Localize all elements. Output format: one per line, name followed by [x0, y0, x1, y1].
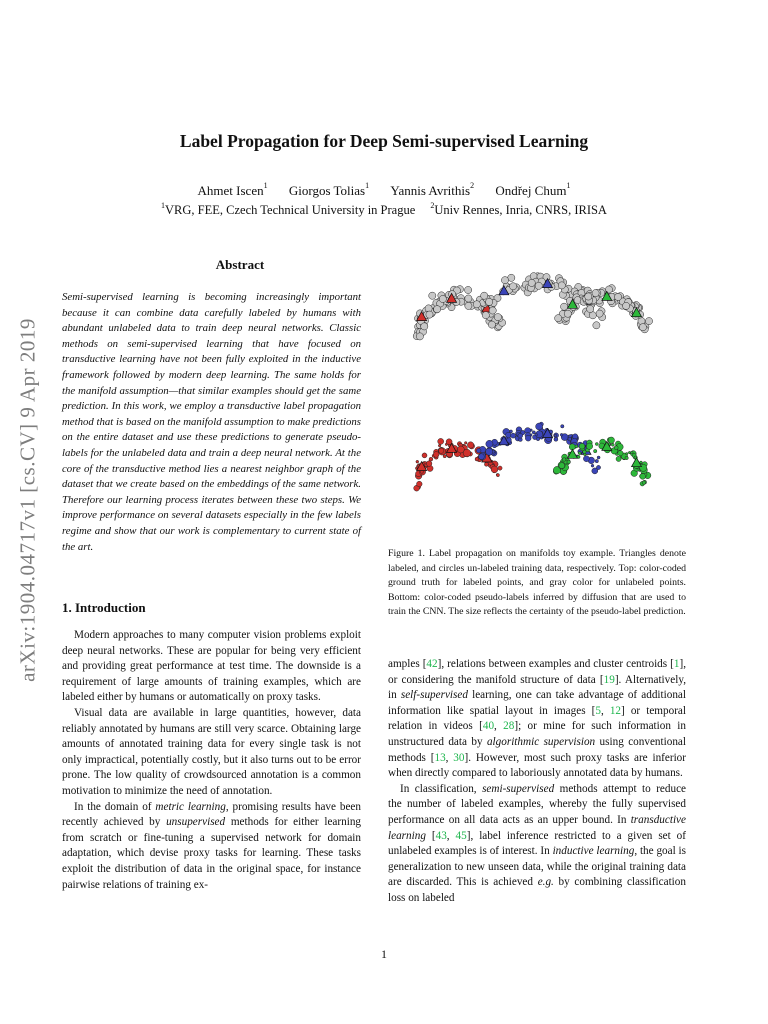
data-point	[583, 456, 589, 462]
affiliation-list	[0, 203, 768, 218]
affiliation: $^2$Univ Rennes, Inria, CNRS, IRISA	[430, 201, 607, 217]
data-point	[608, 437, 614, 443]
data-point	[596, 310, 603, 317]
data-point	[614, 446, 618, 450]
data-point	[626, 453, 628, 455]
data-point	[536, 423, 543, 430]
intro-paragraph-1: Modern approaches to many computer vision problems exploit deep neural networks. These are popular for being very efficient and providing great performance at test time. The downside is a requirement of large amounts of training examples, which are labeled either by humans or automatically on proxy tasks.	[62, 629, 361, 704]
arxiv-stamp	[8, 280, 48, 720]
citation-link[interactable]: 13	[434, 751, 446, 764]
data-point	[625, 456, 628, 459]
data-point	[439, 295, 446, 302]
data-point	[486, 298, 493, 305]
data-point	[488, 321, 495, 328]
data-point	[554, 437, 558, 441]
citation-link[interactable]: 40	[482, 720, 495, 733]
data-point	[618, 451, 623, 456]
data-point	[594, 449, 597, 452]
data-point	[518, 433, 523, 438]
data-point	[561, 303, 568, 310]
intro-paragraph-2: Visual data are available in large quantities, however, data reliably annotated by humans are still very scarce. Obtaining large amounts of annotated training data for every single task is not only impractical, potentially costly, but it also turns out to be error prone. The low quality of crowdsourced annotation is a common motivation to minimize the need of annotation.	[62, 706, 361, 797]
author: Yannis Avrithis$^2$	[390, 181, 475, 198]
data-point	[528, 279, 535, 286]
data-point	[465, 286, 472, 293]
abstract-heading: Abstract	[215, 257, 265, 272]
intro-paragraph-5: In classification, semi-supervised methods attempt to reduce the number of labeled examples, whereby the fully supervised performance on all data acts as an upper bound. In transductive learning [43, 45], label inference restricted to a given set of unlabeled examples is of interest. In inductive learning, the goal is generalization to new unseen data, while the original training data are discarded. This is achieved e.g. by combining classification loss on labeled	[388, 782, 687, 904]
citation-link[interactable]: 42	[426, 658, 438, 670]
author-list	[0, 183, 768, 199]
intro-paragraph-4: amples [42], relations between examples and cluster centroids [1], or considering the manifold structure of data [19]. Alternatively, in self-supervised learning, one can take advantage of additional information like spatial layout in images [5, 12] or temporal relation in videos [40, 28]; or mine for such information in unstructured data by algorithmic supervision using conventional methods [13, 30]. However, most such proxy tasks are inferior when directly compared to laboriously annotated data by humans.	[388, 658, 687, 780]
data-point	[426, 461, 432, 467]
data-point	[535, 282, 542, 289]
intro-left-column	[62, 628, 361, 893]
data-point	[421, 323, 428, 330]
data-point	[623, 302, 630, 309]
data-point	[475, 457, 479, 461]
data-point	[645, 318, 652, 325]
data-point	[482, 312, 489, 319]
data-point	[562, 458, 566, 462]
data-point	[597, 456, 600, 459]
figure-caption: Figure 1. Label propagation on manifolds toy example. Triangles denote labeled, and circles un-labeled training data, respectively. Top: color-coded ground truth for labeled points, and gray color for unlabeled points. Bottom: color-coded pseudo-labels inferred by diffusion that are used to train the CNN. The size reflects the certainty of the pseudo-label prediction.	[388, 548, 686, 618]
data-point	[532, 431, 535, 434]
data-point	[616, 456, 621, 461]
data-point	[640, 474, 646, 480]
data-point	[559, 463, 565, 469]
data-point	[476, 448, 481, 453]
data-point	[494, 314, 501, 321]
data-point	[489, 307, 496, 314]
data-point	[473, 301, 480, 308]
data-point	[510, 283, 517, 290]
data-point	[491, 466, 498, 473]
paper-title: Label Propagation for Deep Semi-supervised Learning	[179, 131, 589, 151]
citation-link[interactable]: 30	[453, 751, 465, 764]
data-point	[642, 481, 646, 485]
data-point	[439, 448, 444, 453]
citation-link[interactable]: 28	[503, 720, 515, 733]
data-point	[486, 440, 493, 447]
data-point	[465, 295, 472, 302]
data-point	[429, 292, 436, 299]
data-point	[422, 453, 427, 458]
data-point	[555, 315, 562, 322]
data-point	[429, 457, 433, 461]
data-point	[467, 442, 473, 448]
data-point	[561, 425, 564, 428]
data-point	[416, 333, 423, 340]
data-point	[611, 443, 614, 446]
citation-link[interactable]: 19	[603, 673, 615, 686]
data-point	[585, 293, 592, 300]
affiliation: $^1$VRG, FEE, Czech Technical University in Prague	[161, 201, 416, 217]
data-point	[426, 311, 433, 318]
data-point	[434, 306, 441, 313]
intro-right-column	[388, 657, 686, 907]
label-propagation-plot	[410, 258, 660, 540]
data-point	[417, 481, 423, 487]
pseudo-label-plot	[414, 422, 651, 491]
data-point	[481, 292, 488, 299]
data-point	[564, 310, 571, 317]
data-point	[416, 460, 419, 463]
data-point	[578, 452, 581, 455]
data-point	[631, 451, 634, 454]
data-point	[486, 448, 493, 455]
data-point	[433, 452, 439, 458]
data-point	[593, 322, 600, 329]
citation-link[interactable]: 45	[455, 829, 467, 842]
data-point	[525, 435, 531, 441]
data-point	[596, 465, 600, 469]
data-point	[639, 324, 646, 331]
data-point	[640, 461, 643, 464]
author: Ahmet Iscen$^1$	[197, 181, 268, 198]
page-number: 1	[381, 947, 387, 961]
intro-paragraph-3: In the domain of metric learning, promising results have been recently achieved by unsupervised methods for either learning from scratch or fine-tuning a supervised network for domain adaptation, which devise proxy tasks for learning. These tasks exploit the distribution of data in the original space, for instance pairwise relations of training ex-	[62, 800, 362, 891]
figure-1	[410, 258, 660, 540]
data-point	[586, 443, 592, 449]
data-point	[587, 305, 594, 312]
section-heading: 1. Introduction	[62, 600, 146, 615]
data-point	[464, 442, 467, 445]
data-point	[479, 454, 485, 460]
data-point	[560, 433, 563, 436]
citation-link[interactable]: 5	[595, 704, 601, 717]
data-point	[463, 449, 471, 457]
data-point	[496, 474, 499, 477]
data-point	[511, 433, 516, 438]
data-point	[595, 443, 598, 446]
arxiv-stamp-text: arXiv:1904.04717v1 [cs.CV] 9 Apr 2019	[15, 318, 40, 682]
author: Giorgos Tolias$^1$	[288, 181, 370, 198]
data-point	[501, 277, 508, 284]
data-point	[438, 438, 444, 444]
data-point	[579, 443, 585, 449]
data-point	[591, 464, 594, 467]
citation-link[interactable]: 12	[609, 704, 622, 717]
data-point	[615, 293, 622, 300]
data-point	[484, 462, 488, 466]
data-point	[592, 290, 599, 297]
data-point	[535, 433, 538, 436]
citation-link[interactable]: 1	[673, 658, 680, 670]
data-point	[498, 466, 502, 470]
data-point	[438, 444, 441, 447]
data-point	[465, 302, 472, 309]
data-point	[595, 459, 598, 462]
ground-truth-plot	[413, 273, 652, 340]
data-point	[443, 455, 446, 458]
data-point	[554, 434, 557, 437]
citation-link[interactable]: 43	[435, 829, 447, 842]
author: Ondřej Chum$^1$	[495, 181, 571, 198]
data-point	[575, 445, 578, 448]
abstract-body: Semi-supervised learning is becoming increasingly important because it can combine data carefully labeled by humans with abundant unlabeled data to train deep neural networks. Classic methods on semi-supervised learning that have focused on transductive learning have not been fully exploited in the inductive framework followed by modern deep learning. The same holds for the manifold assumption—that similar examples should get the same prediction. In this work, we employ a transductive label propagation method that is based on the manifold assumption to make predictions on the entire dataset and use these predictions to generate pseudo-labels for the unlabeled data and train a deep neural network. At the core of the transductive method lies a nearest neighbor graph of the dataset that we create based on the embeddings of the same network. Therefore our learning process iterates between these two steps. We improve performance on several datasets especially in the few labels regime and show that our work is complementary to current state of the art.	[62, 291, 361, 553]
data-point	[558, 282, 565, 289]
